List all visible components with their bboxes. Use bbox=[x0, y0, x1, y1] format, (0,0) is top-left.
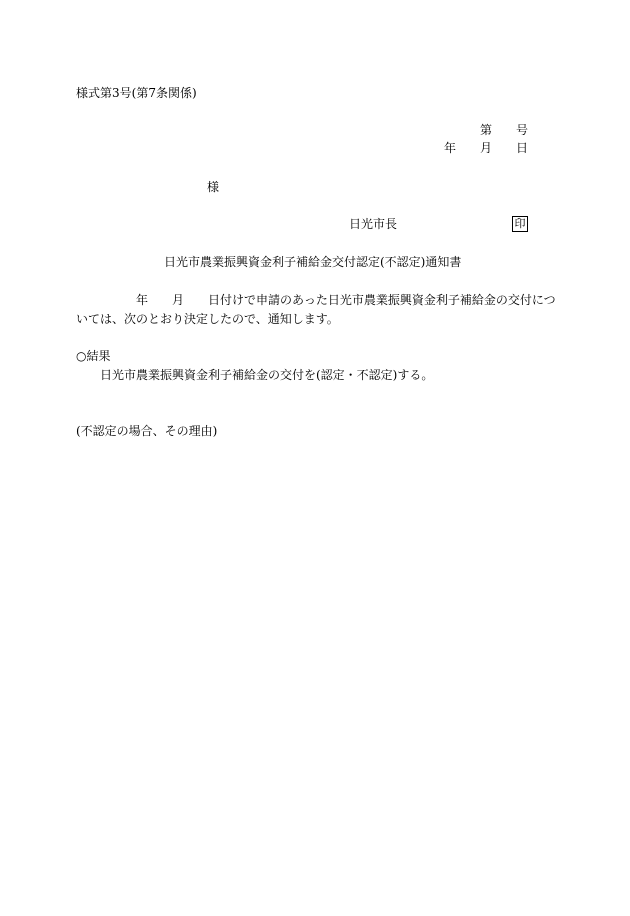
reason-label: (不認定の場合、その理由) bbox=[76, 424, 218, 438]
issuer-name: 日光市長 bbox=[349, 217, 398, 231]
form-number: 様式第3号(第7条関係) bbox=[76, 86, 197, 100]
document-title: 日光市農業振興資金利子補給金交付認定(不認定)通知書 bbox=[164, 255, 462, 269]
date-year: 年 bbox=[444, 141, 457, 155]
date-day: 日 bbox=[516, 141, 529, 155]
seal-mark: 印 bbox=[512, 216, 528, 232]
body-year: 年 bbox=[136, 293, 149, 307]
date-month: 月 bbox=[480, 141, 493, 155]
result-text: 日光市農業振興資金利子補給金の交付を(認定・不認定)する。 bbox=[100, 368, 434, 382]
doc-number-go: 号 bbox=[516, 123, 529, 137]
body-line-1: 日付けで申請のあった日光市農業振興資金利子補給金の交付につ bbox=[208, 293, 556, 307]
result-heading: ○結果 bbox=[76, 349, 111, 363]
body-month: 月 bbox=[172, 293, 185, 307]
body-line-2: いては、次のとおり決定したので、通知します。 bbox=[76, 312, 339, 326]
recipient-honorific: 様 bbox=[207, 180, 220, 194]
doc-number-dai: 第 bbox=[480, 123, 493, 137]
